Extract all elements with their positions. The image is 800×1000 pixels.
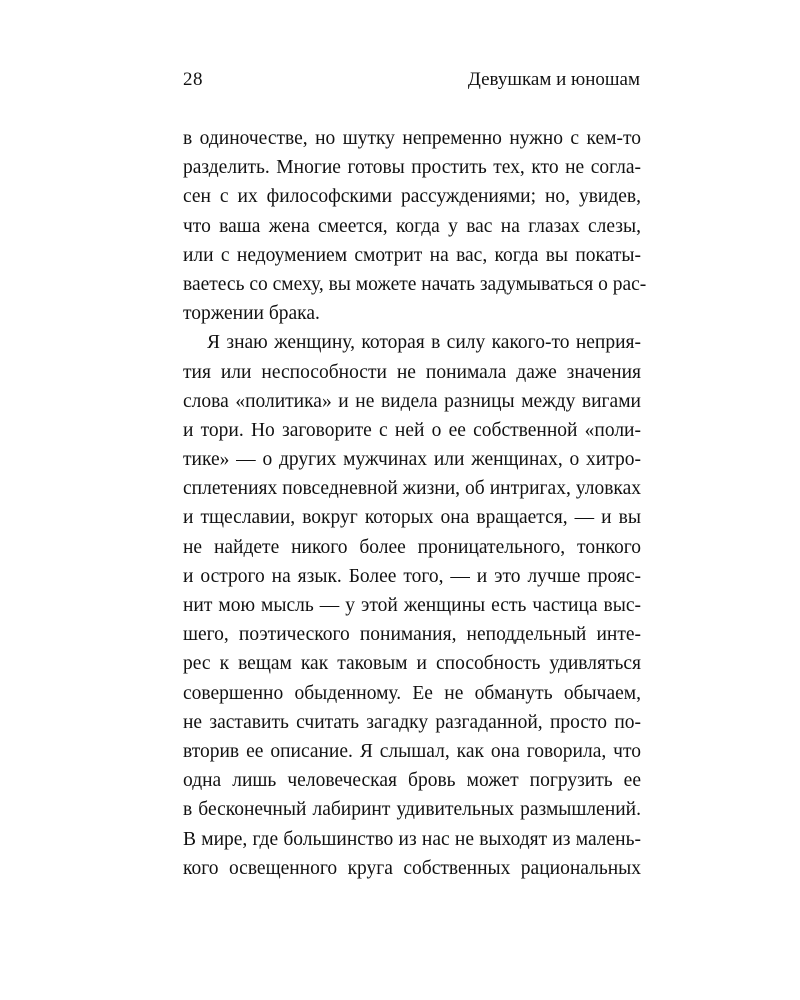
text-line: ваетесь со смеху, вы можете начать задумываться о рас- [183,273,647,295]
text-line: или с недоумением смотрит на вас, когда вы покаты- [183,244,641,266]
text-line: и острого на язык. Более того, — и это лучше прояс- [183,565,641,587]
running-header-title: Девушкам и юношам [467,69,640,90]
text-line: тике» — о других мужчинах или женщинах, о хитро- [183,449,641,471]
text-line: тия или неспособности не понимала даже значения [183,361,641,383]
paragraph [183,124,647,328]
paragraph [183,328,641,883]
text-line: нит мою мысль — у этой женщины есть частица выс- [183,595,641,616]
text-line: слова «политика» и не видела разницы между вигами [183,390,641,412]
text-line: и тори. Но заговорите с ней о ее собственной «поли- [183,419,641,441]
text-line: В мире, где большинство из нас не выходят из малень- [183,828,641,850]
text-line: не заставить считать загадку разгаданной, просто по- [183,711,641,733]
text-line: совершенно обыденному. Ее не обмануть обычаем, [183,682,641,704]
text-line: сплетениях повседневной жизни, об интригах, уловках [183,478,641,500]
body-text [183,124,647,883]
text-line: вторив ее описание. Я слышал, как она говорила, что [183,740,641,762]
text-line: не найдете никого более проницательного, тонкого [183,536,641,558]
text-line: разделить. Многие готовы простить тех, кто не согла- [183,157,641,179]
page-number: 28 [183,69,203,90]
text-line: в бесконечный лабиринт удивительных размышлений. [183,799,641,821]
text-line: что ваша жена смеется, когда у вас на глазах слезы, [183,215,641,237]
text-line: и тщеславии, вокруг которых она вращается, — и вы [183,507,641,529]
text-line: шего, поэтического понимания, неподдельный инте- [183,624,641,646]
text-line: кого освещенного круга собственных рациональных [183,857,641,879]
text-line: одна лишь человеческая бровь может погрузить ее [183,770,641,792]
text-line: рес к вещам как таковым и способность удивляться [183,653,641,675]
text-line: в одиночестве, но шутку непременно нужно с кем-то [183,128,641,149]
text-line: сен с их философскими рассуждениями; но, увидев, [183,186,641,208]
text-line: торжении брака. [183,303,320,325]
text-line: Я знаю женщину, которая в силу какого-то неприя- [207,332,641,354]
